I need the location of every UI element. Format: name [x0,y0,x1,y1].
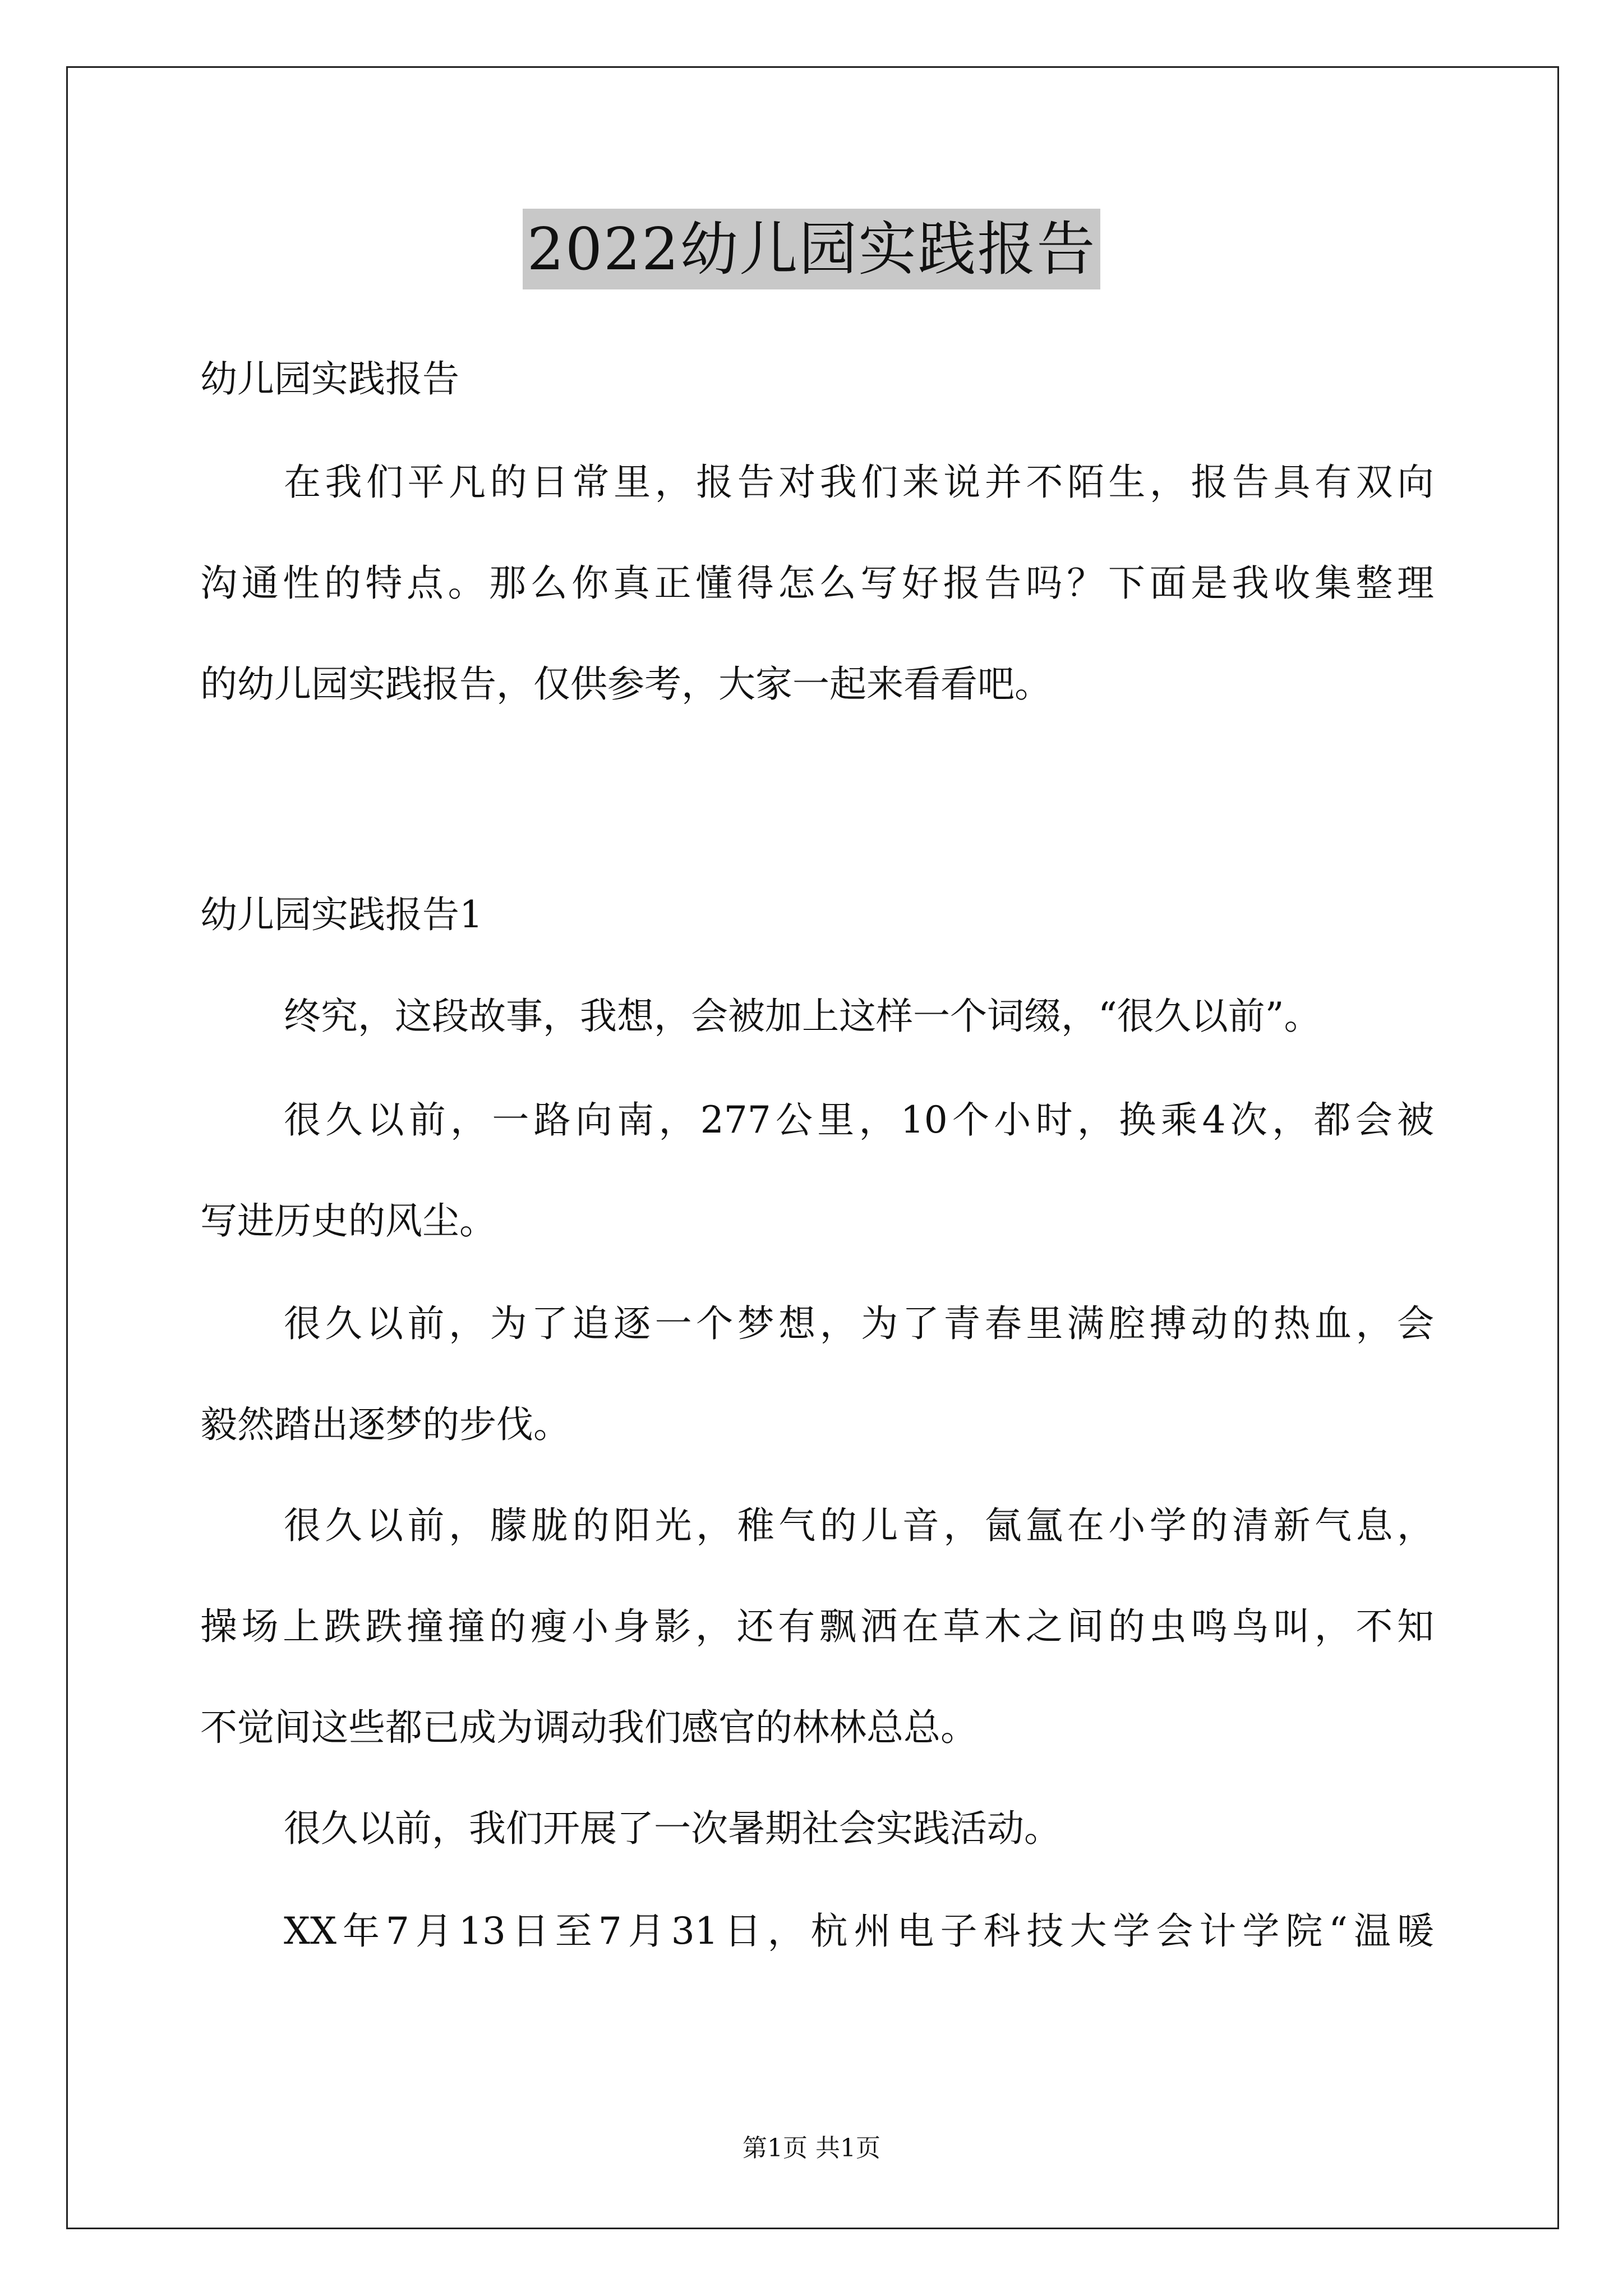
body-line-8: 不觉间这些都已成为调动我们感官的林林总总。 [200,1706,978,1749]
body-line-3: 写进历史的风尘。 [200,1199,496,1243]
body-line-9: 很久以前，我们开展了一次暑期社会实践活动。 [284,1807,1061,1850]
body-line-2: 很久以前，一路向南，277公里，10个小时，换乘4次，都会被 [284,1098,1434,1142]
document-subtitle: 幼儿园实践报告 [200,357,459,401]
intro-line-1: 在我们平凡的日常里，报告对我们来说并不陌生，报告具有双向 [284,461,1434,504]
body-line-4: 很久以前，为了追逐一个梦想，为了青春里满腔搏动的热血，会 [284,1302,1434,1345]
document-title: 2022幼儿园实践报告 [523,209,1101,289]
title-container [0,209,1623,289]
body-line-5: 毅然踏出逐梦的步伐。 [200,1403,570,1446]
body-line-7: 操场上跌跌撞撞的瘦小身影，还有飘洒在草木之间的虫鸣鸟叫，不知 [200,1605,1434,1648]
body-line-6: 很久以前，朦胧的阳光，稚气的儿音，氤氲在小学的清新气息， [284,1504,1434,1547]
body-line-1: 终究，这段故事，我想，会被加上这样一个词缀，“很久以前”。 [284,995,1321,1038]
intro-line-2: 沟通性的特点。那么你真正懂得怎么写好报告吗？下面是我收集整理 [200,562,1434,605]
page-footer: 第1页 共1页 [743,2134,880,2162]
body-line-10: XX年7月13日至7月31日，杭州电子科技大学会计学院“温暖 [284,1910,1434,1953]
section-heading: 幼儿园实践报告1 [200,893,483,936]
intro-line-3: 的幼儿园实践报告，仅供参考，大家一起来看看吧。 [200,662,1052,706]
